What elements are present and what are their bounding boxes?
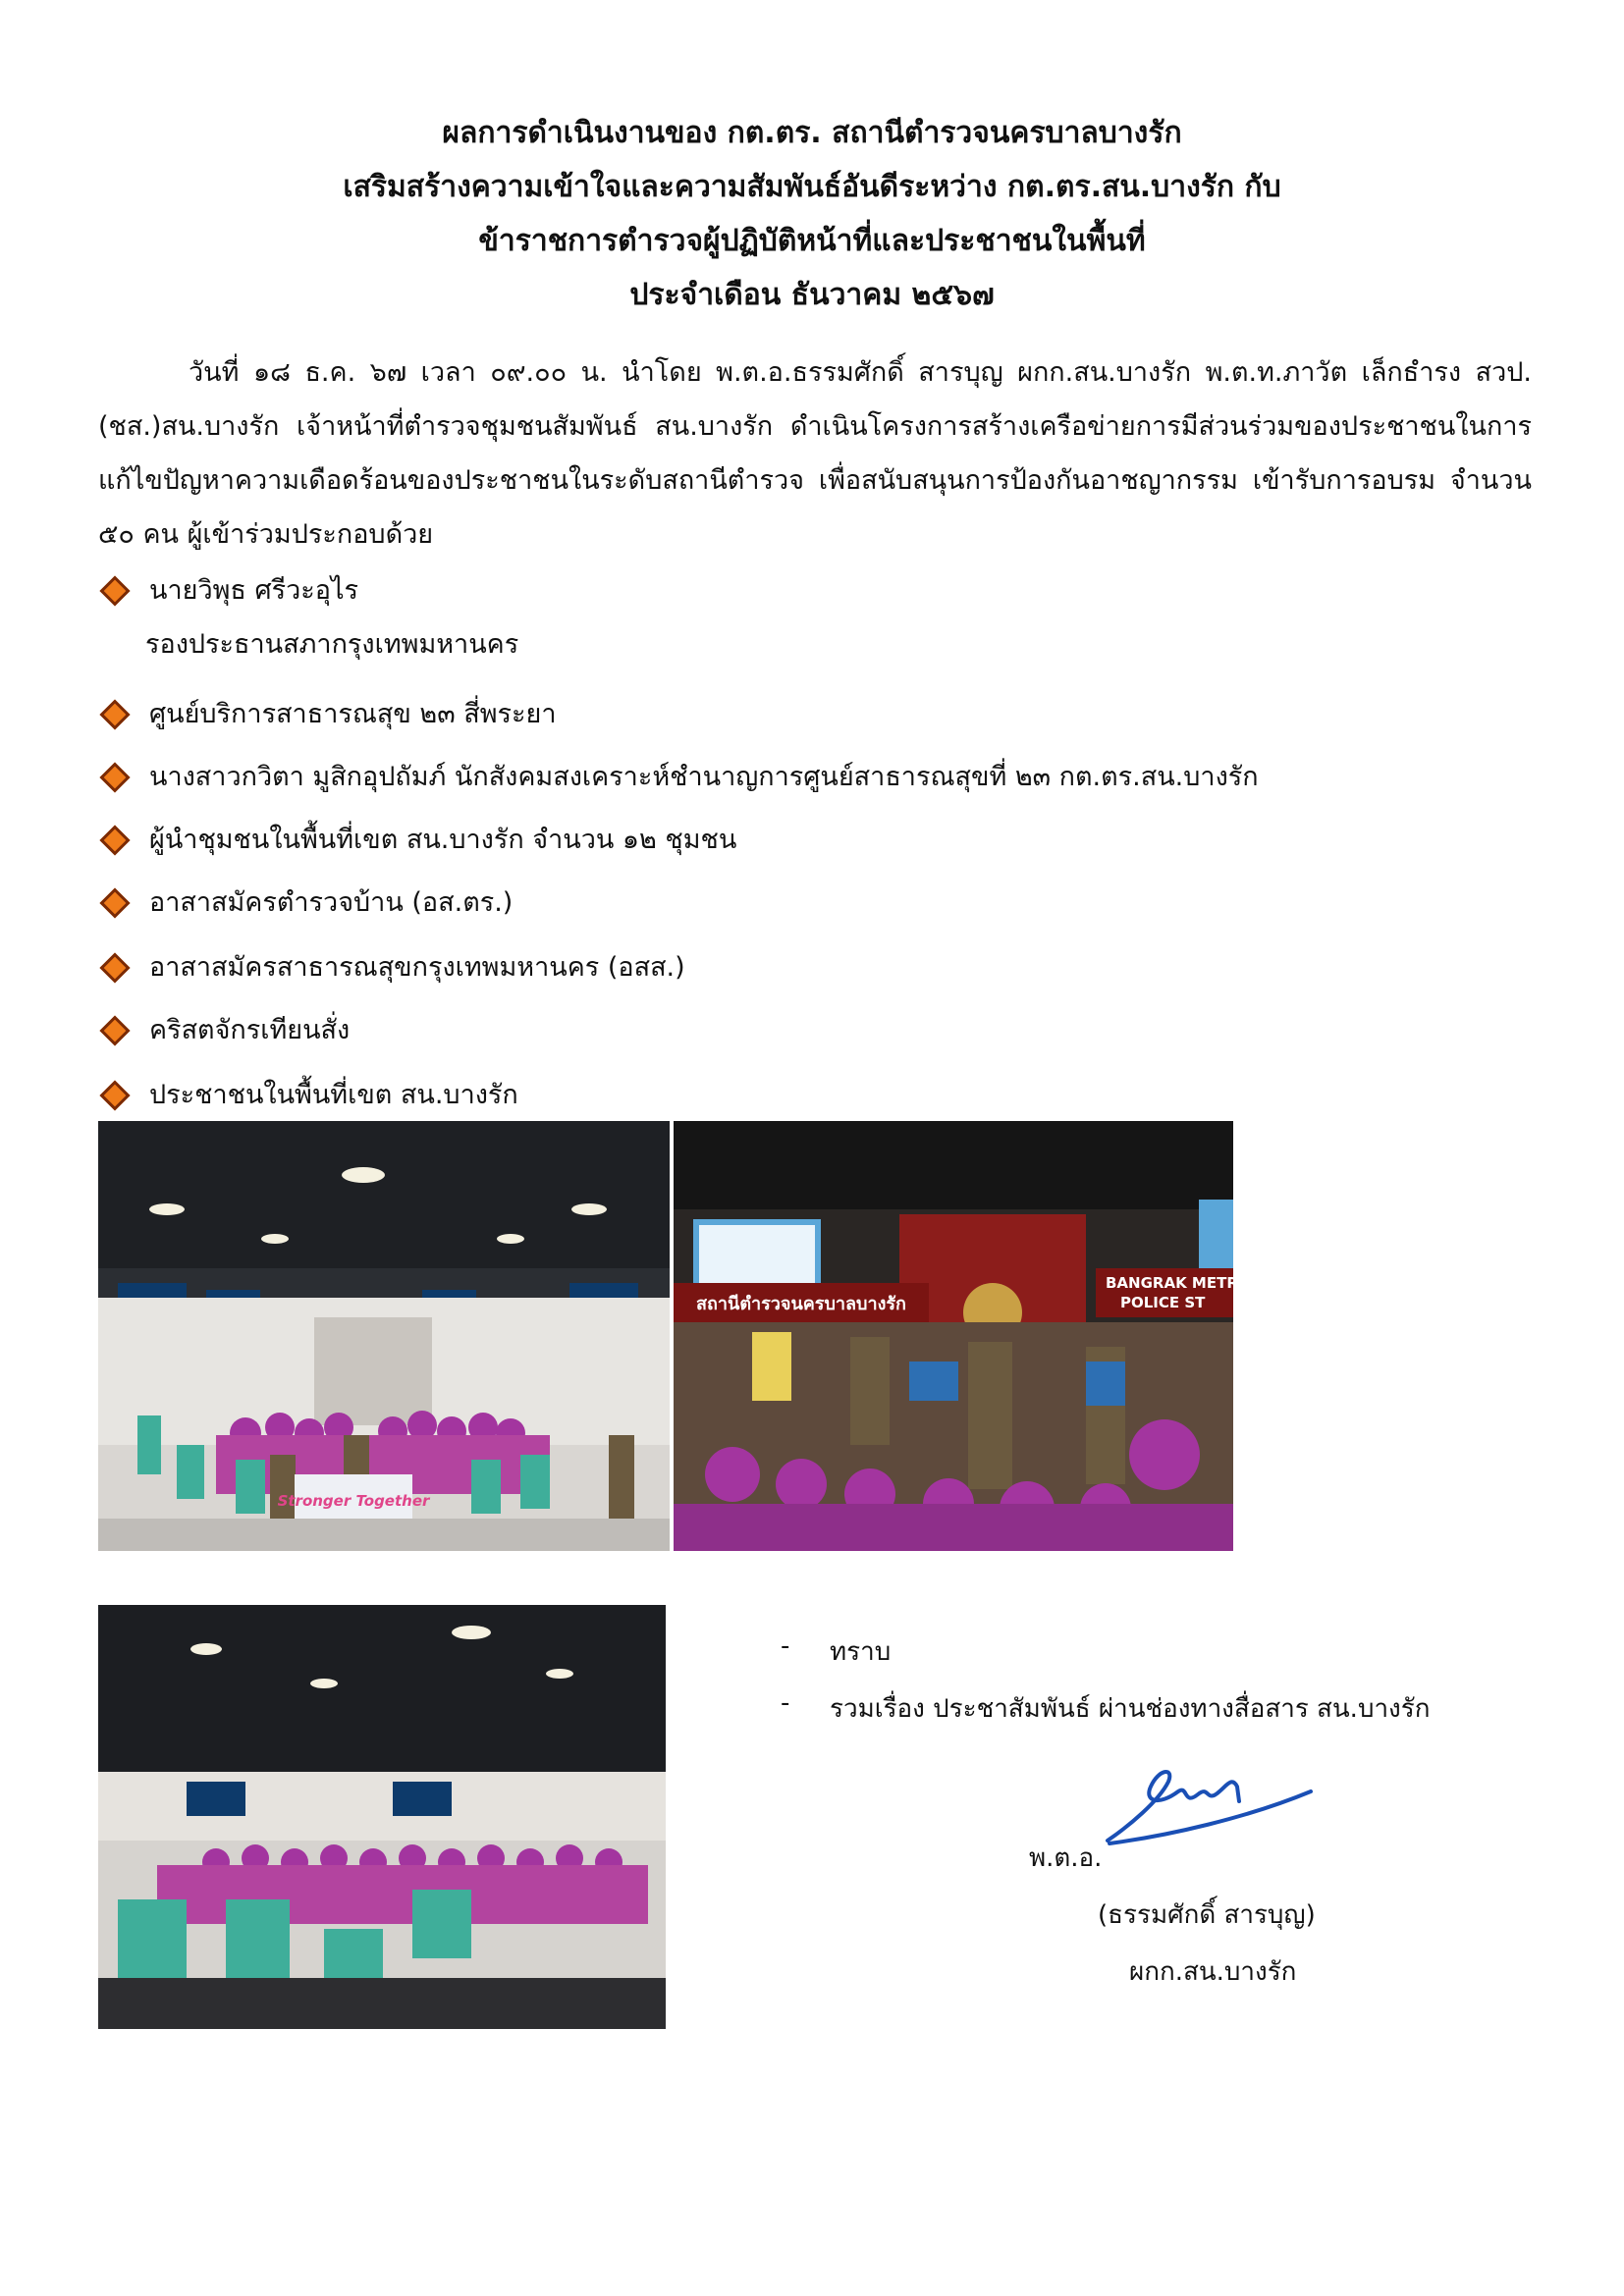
title-line-2: เสริมสร้างความเข้าใจและความสัมพันธ์อันดีระหว่าง กต.ตร.สน.บางรัก กับ [343, 170, 1281, 204]
station-sign-thai: สถานีตำรวจนครบาลบางรัก [696, 1294, 906, 1314]
note-text: ทราบ [830, 1637, 892, 1667]
diamond-bullet-icon [99, 575, 130, 606]
body-paragraph-text: วันที่ ๑๘ ธ.ค. ๖๗ เวลา ๐๙.๐๐ น. นำโดย พ.ต.อ.ธรรมศักดิ์ สารบุญ ผกก.สน.บางรัก พ.ต.ท.ภาวัต เล็กธำรง สวป.(ชส.)สน.บางรัก เจ้าหน้าที่ตำรวจชุมชนสัมพันธ์ สน.บางรัก ดำเนินโครงการสร้างเครือข่ายการมีส่วนร่วมของประชาชนในการแก้ไขปัญหาความเดือดร้อนของประชาชนในระดับสถานีตำรวจ เพื่อสนับสนุนการป้องกันอาชญากรรม เข้ารับการอบรม จำนวน ๕๐ คน ผู้เข้าร่วมประกอบด้วย [98, 357, 1532, 550]
diamond-bullet-icon [99, 825, 130, 855]
diamond-bullet-icon [99, 762, 130, 792]
note-text: รวมเรื่อง ประชาสัมพันธ์ ผ่านช่องทางสื่อสาร สน.บางรัก [830, 1694, 1431, 1724]
photo-group-hall [98, 1121, 670, 1551]
participant-text: ประชาชนในพื้นที่เขต สน.บางรัก [149, 1080, 518, 1110]
station-sign-english-1: BANGRAK METRO [1106, 1274, 1251, 1292]
participant-text: อาสาสมัครตำรวจบ้าน (อส.ตร.) [149, 887, 514, 918]
participant-text: ผู้นำชุมชนในพื้นที่เขต สน.บางรัก จำนวน ๑๒ ชุมชน [149, 825, 737, 855]
station-sign-english-2: POLICE ST [1120, 1294, 1206, 1311]
diamond-bullet-icon [99, 887, 130, 918]
diamond-bullet-icon [99, 699, 130, 729]
document-title [0, 106, 1624, 322]
title-line-4: ประจำเดือน ธันวาคม ๒๕๖๗ [629, 278, 995, 312]
note-dash: - [781, 1688, 790, 1718]
diamond-bullet-icon [99, 952, 130, 983]
signature-name: (ธรรมศักดิ์ สารบุญ) [1098, 1900, 1316, 1930]
participant-subtitle: รองประธานสภากรุงเทพมหานคร [145, 629, 519, 660]
signature-position: ผกก.สน.บางรัก [1129, 1957, 1297, 1987]
title-line-1: ผลการดำเนินงานของ กต.ตร. สถานีตำรวจนครบาลบางรัก [442, 116, 1182, 150]
diamond-bullet-icon [99, 1080, 130, 1110]
participant-text: อาสาสมัครสาธารณสุขกรุงเทพมหานคร (อสส.) [149, 952, 685, 983]
body-paragraph [98, 346, 1532, 561]
signature-rank: พ.ต.อ. [1029, 1843, 1103, 1873]
diamond-bullet-icon [99, 1015, 130, 1045]
banner-text: Stronger Together [277, 1492, 430, 1510]
photo-seated-audience [98, 1605, 666, 2029]
photo-stage-presentation [674, 1121, 1251, 1551]
participant-text: ศูนย์บริการสาธารณสุข ๒๓ สี่พระยา [149, 699, 557, 729]
participant-text: นายวิพุธ ศรีวะอุไร [149, 575, 359, 606]
title-line-3: ข้าราชการตำรวจผู้ปฏิบัติหน้าที่และประชาชนในพื้นที่ [478, 224, 1146, 258]
participant-text: คริสตจักรเทียนสั่ง [149, 1015, 351, 1045]
participant-text: นางสาวกวิตา มูสิกอุปถัมภ์ นักสังคมสงเคราะห์ชำนาญการศูนย์สาธารณสุขที่ ๒๓ กต.ตร.สน.บางรัก [149, 762, 1259, 792]
handwritten-signature [1090, 1747, 1326, 1859]
note-dash: - [781, 1631, 790, 1661]
